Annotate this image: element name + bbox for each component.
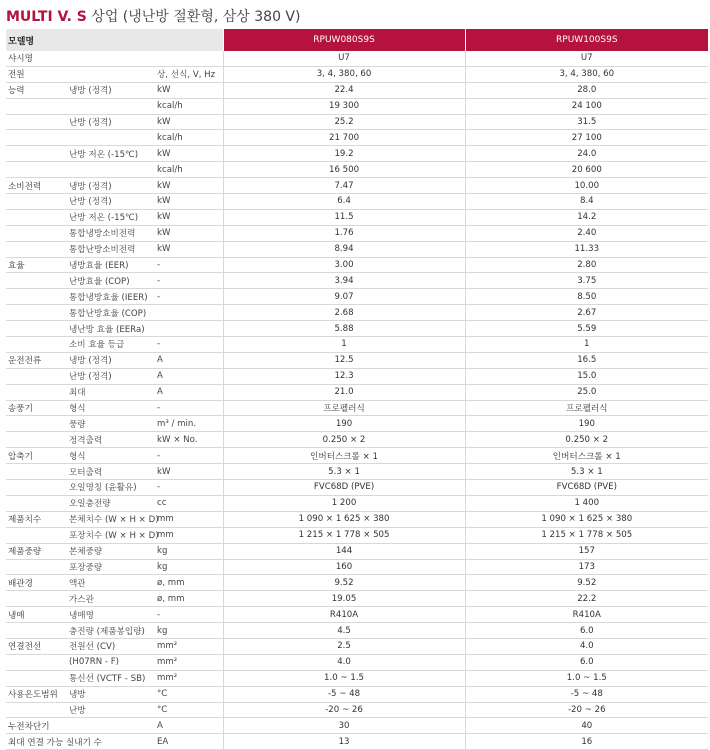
row-value-model-1: 22.4	[223, 82, 465, 98]
row-value-model-2: 2.67	[465, 305, 708, 321]
row-category	[6, 559, 67, 575]
row-value-model-2: 11.33	[465, 241, 708, 257]
table-row	[6, 638, 708, 654]
table-row	[6, 289, 708, 305]
row-category	[6, 98, 67, 114]
row-value-model-1: FVC68D (PVE)	[223, 480, 465, 496]
table-row	[6, 607, 708, 623]
row-value-model-2: 9.52	[465, 575, 708, 591]
row-unit: kW	[155, 209, 223, 225]
row-unit: -	[155, 337, 223, 353]
row-value-model-1: 5.88	[223, 321, 465, 337]
row-category: 배관경	[6, 575, 67, 591]
table-row	[6, 464, 708, 480]
row-item	[67, 51, 155, 66]
row-value-model-2: 16	[465, 734, 708, 750]
row-value-model-2: 28.0	[465, 82, 708, 98]
row-item: 통합난방효율 (COP)	[67, 305, 155, 321]
row-item: 전원선 (CV)	[67, 638, 155, 654]
row-category	[6, 289, 67, 305]
row-category	[6, 273, 67, 289]
row-item: 통합난방소비전력	[67, 241, 155, 257]
table-row	[6, 654, 708, 670]
row-value-model-1: 9.07	[223, 289, 465, 305]
row-category	[6, 527, 67, 543]
row-category	[6, 654, 67, 670]
row-value-model-1: 3.00	[223, 257, 465, 273]
table-row	[6, 146, 708, 162]
row-value-model-2: 1.0 ~ 1.5	[465, 670, 708, 686]
page-title	[6, 6, 300, 26]
row-unit: EA	[155, 734, 223, 750]
table-row	[6, 368, 708, 384]
table-row	[6, 511, 708, 527]
table-row	[6, 559, 708, 575]
row-category: 송풍기	[6, 400, 67, 416]
row-value-model-1: 7.47	[223, 178, 465, 194]
row-category: 전원	[6, 66, 67, 82]
row-item: (H07RN - F)	[67, 654, 155, 670]
table-row	[6, 273, 708, 289]
row-unit: kg	[155, 623, 223, 639]
row-value-model-1: -20 ~ 26	[223, 702, 465, 718]
row-item: 최대	[67, 384, 155, 400]
row-value-model-2: 6.0	[465, 623, 708, 639]
table-row	[6, 178, 708, 194]
row-category	[6, 194, 67, 210]
row-unit: A	[155, 352, 223, 368]
row-item: 오일명칭 (윤활유)	[67, 480, 155, 496]
table-row	[6, 702, 708, 718]
row-value-model-2: FVC68D (PVE)	[465, 480, 708, 496]
table-row	[6, 352, 708, 368]
row-unit: kW	[155, 114, 223, 130]
row-value-model-1: 13	[223, 734, 465, 750]
row-category: 압축기	[6, 448, 67, 464]
row-category	[6, 464, 67, 480]
table-row	[6, 448, 708, 464]
row-unit: -	[155, 448, 223, 464]
row-unit: -	[155, 289, 223, 305]
table-row	[6, 241, 708, 257]
row-item: 본체중량	[67, 543, 155, 559]
row-value-model-2: -20 ~ 26	[465, 702, 708, 718]
model-label-header: 모델명	[6, 29, 223, 51]
row-value-model-1: 3, 4, 380, 60	[223, 66, 465, 82]
row-item: 본체치수 (W × H × D)	[67, 511, 155, 527]
row-value-model-2: 2.40	[465, 225, 708, 241]
row-value-model-1: 1 215 × 1 778 × 505	[223, 527, 465, 543]
row-item: 통신선 (VCTF - SB)	[67, 670, 155, 686]
row-value-model-1: U7	[223, 51, 465, 66]
row-item: 냉방	[67, 686, 155, 702]
row-value-model-2: 1	[465, 337, 708, 353]
row-value-model-1: 프로펠러식	[223, 400, 465, 416]
table-row	[6, 384, 708, 400]
row-value-model-1: 4.5	[223, 623, 465, 639]
row-category	[6, 162, 67, 178]
row-category: 운전전류	[6, 352, 67, 368]
row-value-model-2: 프로펠러식	[465, 400, 708, 416]
row-category	[6, 432, 67, 448]
row-value-model-2: 5.3 × 1	[465, 464, 708, 480]
row-unit: cc	[155, 495, 223, 511]
row-category: 누전차단기	[6, 718, 67, 734]
row-item	[67, 98, 155, 114]
row-value-model-2: 22.2	[465, 591, 708, 607]
row-unit: -	[155, 273, 223, 289]
row-value-model-1: 19 300	[223, 98, 465, 114]
table-row	[6, 225, 708, 241]
row-unit	[155, 305, 223, 321]
row-item	[67, 162, 155, 178]
row-value-model-1: 1.0 ~ 1.5	[223, 670, 465, 686]
row-value-model-2: 2.80	[465, 257, 708, 273]
row-value-model-2: 24.0	[465, 146, 708, 162]
row-category: 제품중량	[6, 543, 67, 559]
row-value-model-1: 3.94	[223, 273, 465, 289]
row-category: 최대 연결 가능 실내기 수	[6, 734, 67, 750]
row-value-model-2: 25.0	[465, 384, 708, 400]
table-row	[6, 305, 708, 321]
row-value-model-1: 2.5	[223, 638, 465, 654]
row-value-model-1: 19.2	[223, 146, 465, 162]
row-unit: kg	[155, 559, 223, 575]
table-row	[6, 480, 708, 496]
row-unit: kW	[155, 146, 223, 162]
model-header-2: RPUW100S9S	[465, 29, 708, 51]
row-unit: mm²	[155, 670, 223, 686]
model-header-1: RPUW080S9S	[223, 29, 465, 51]
row-unit: kW	[155, 241, 223, 257]
row-item: 포장중량	[67, 559, 155, 575]
row-value-model-2: 1 400	[465, 495, 708, 511]
row-value-model-1: 1	[223, 337, 465, 353]
row-value-model-2: 8.4	[465, 194, 708, 210]
row-item: 난방 저온 (-15℃)	[67, 209, 155, 225]
table-row	[6, 98, 708, 114]
row-item: 난방 (정격)	[67, 194, 155, 210]
row-unit: A	[155, 384, 223, 400]
row-category	[6, 416, 67, 432]
row-value-model-2: 10.00	[465, 178, 708, 194]
table-row	[6, 194, 708, 210]
table-row	[6, 400, 708, 416]
row-unit: kcal/h	[155, 130, 223, 146]
table-row	[6, 670, 708, 686]
spec-table	[6, 29, 708, 750]
row-item: 형식	[67, 448, 155, 464]
row-item: 형식	[67, 400, 155, 416]
row-value-model-2: 0.250 × 2	[465, 432, 708, 448]
row-unit: mm²	[155, 654, 223, 670]
table-row	[6, 734, 708, 750]
row-value-model-1: 12.5	[223, 352, 465, 368]
row-value-model-2: R410A	[465, 607, 708, 623]
row-value-model-1: 1.76	[223, 225, 465, 241]
row-item: 난방 저온 (-15℃)	[67, 146, 155, 162]
row-item	[67, 130, 155, 146]
row-item: 난방 (정격)	[67, 368, 155, 384]
row-value-model-1: 11.5	[223, 209, 465, 225]
row-value-model-2: 24 100	[465, 98, 708, 114]
row-category: 샤시명	[6, 51, 67, 66]
table-row	[6, 162, 708, 178]
table-row	[6, 257, 708, 273]
row-value-model-1: 25.2	[223, 114, 465, 130]
row-value-model-1: 6.4	[223, 194, 465, 210]
row-unit: kW × No.	[155, 432, 223, 448]
table-row	[6, 591, 708, 607]
row-value-model-1: 160	[223, 559, 465, 575]
row-category	[6, 384, 67, 400]
table-row	[6, 718, 708, 734]
row-value-model-1: 5.3 × 1	[223, 464, 465, 480]
row-item: 난방효율 (COP)	[67, 273, 155, 289]
row-value-model-1: 30	[223, 718, 465, 734]
row-category: 소비전력	[6, 178, 67, 194]
table-row	[6, 527, 708, 543]
row-value-model-1: 144	[223, 543, 465, 559]
row-item: 냉난방 효율 (EERa)	[67, 321, 155, 337]
row-unit: °C	[155, 686, 223, 702]
row-unit: A	[155, 368, 223, 384]
row-value-model-1: 0.250 × 2	[223, 432, 465, 448]
row-item: 난방	[67, 702, 155, 718]
row-item: 통합냉방효율 (IEER)	[67, 289, 155, 305]
row-value-model-2: 4.0	[465, 638, 708, 654]
row-item: 풍량	[67, 416, 155, 432]
row-unit: ø, mm	[155, 591, 223, 607]
row-value-model-1: 16 500	[223, 162, 465, 178]
row-value-model-1: 21.0	[223, 384, 465, 400]
row-value-model-2: 157	[465, 543, 708, 559]
row-unit: kcal/h	[155, 162, 223, 178]
row-unit: -	[155, 480, 223, 496]
row-category	[6, 702, 67, 718]
table-row	[6, 416, 708, 432]
row-value-model-2: 14.2	[465, 209, 708, 225]
row-unit: m³ / min.	[155, 416, 223, 432]
row-value-model-2: 40	[465, 718, 708, 734]
row-category	[6, 670, 67, 686]
row-value-model-2: 190	[465, 416, 708, 432]
row-category: 제품치수	[6, 511, 67, 527]
row-value-model-1: 4.0	[223, 654, 465, 670]
row-category	[6, 368, 67, 384]
row-category	[6, 305, 67, 321]
row-unit: mm²	[155, 638, 223, 654]
table-row	[6, 82, 708, 98]
brand-name: MULTI V. S	[6, 9, 87, 25]
table-row	[6, 321, 708, 337]
row-unit: kW	[155, 178, 223, 194]
row-unit	[155, 321, 223, 337]
row-unit: °C	[155, 702, 223, 718]
row-unit: kg	[155, 543, 223, 559]
row-category: 효율	[6, 257, 67, 273]
row-value-model-1: 1 200	[223, 495, 465, 511]
row-unit: kW	[155, 464, 223, 480]
row-item: 냉방 (정격)	[67, 352, 155, 368]
row-value-model-2: 16.5	[465, 352, 708, 368]
row-value-model-2: 인버터스크롤 × 1	[465, 448, 708, 464]
row-unit: -	[155, 400, 223, 416]
row-category	[6, 146, 67, 162]
row-unit	[155, 51, 223, 66]
row-item: 모터출력	[67, 464, 155, 480]
row-value-model-1: 19.05	[223, 591, 465, 607]
row-unit: ø, mm	[155, 575, 223, 591]
row-value-model-1: R410A	[223, 607, 465, 623]
table-row	[6, 543, 708, 559]
row-category	[6, 480, 67, 496]
row-item: 냉방 (정격)	[67, 178, 155, 194]
row-unit: mm	[155, 527, 223, 543]
row-item: 냉매명	[67, 607, 155, 623]
row-item: 냉방효율 (EER)	[67, 257, 155, 273]
row-value-model-2: 31.5	[465, 114, 708, 130]
row-category	[6, 495, 67, 511]
table-row	[6, 66, 708, 82]
row-item: 정격출력	[67, 432, 155, 448]
table-row	[6, 51, 708, 66]
row-category: 능력	[6, 82, 67, 98]
row-item: 오일충전량	[67, 495, 155, 511]
row-unit: kW	[155, 194, 223, 210]
row-item	[67, 66, 155, 82]
table-row	[6, 686, 708, 702]
row-category	[6, 130, 67, 146]
table-row	[6, 209, 708, 225]
row-category	[6, 114, 67, 130]
row-category	[6, 337, 67, 353]
row-value-model-2: 1 215 × 1 778 × 505	[465, 527, 708, 543]
row-item: 소비 효율 등급	[67, 337, 155, 353]
row-category	[6, 225, 67, 241]
page-subtitle: 상업 (냉난방 절환형, 삼상 380 V)	[91, 9, 301, 25]
row-category	[6, 241, 67, 257]
row-unit: kW	[155, 82, 223, 98]
row-item	[67, 718, 155, 734]
row-item: 통합냉방소비전력	[67, 225, 155, 241]
table-row	[6, 432, 708, 448]
row-value-model-2: U7	[465, 51, 708, 66]
row-item: 충진량 (제품봉입량)	[67, 623, 155, 639]
row-unit: A	[155, 718, 223, 734]
row-item: 액관	[67, 575, 155, 591]
row-value-model-1: 인버터스크롤 × 1	[223, 448, 465, 464]
row-category: 냉매	[6, 607, 67, 623]
row-item: 가스관	[67, 591, 155, 607]
row-item: 포장치수 (W × H × D)	[67, 527, 155, 543]
row-value-model-2: 5.59	[465, 321, 708, 337]
row-value-model-2: 6.0	[465, 654, 708, 670]
row-value-model-1: 21 700	[223, 130, 465, 146]
row-unit: 상, 선식, V, Hz	[155, 66, 223, 82]
row-category	[6, 623, 67, 639]
table-row	[6, 575, 708, 591]
row-value-model-2: 1 090 × 1 625 × 380	[465, 511, 708, 527]
row-value-model-2: 8.50	[465, 289, 708, 305]
row-category	[6, 321, 67, 337]
row-value-model-1: 2.68	[223, 305, 465, 321]
row-unit: kcal/h	[155, 98, 223, 114]
row-value-model-2: 20 600	[465, 162, 708, 178]
row-unit: mm	[155, 511, 223, 527]
row-value-model-1: 8.94	[223, 241, 465, 257]
row-unit: kW	[155, 225, 223, 241]
row-value-model-1: 12.3	[223, 368, 465, 384]
row-value-model-1: 190	[223, 416, 465, 432]
row-value-model-1: 9.52	[223, 575, 465, 591]
table-row	[6, 337, 708, 353]
row-value-model-2: 3.75	[465, 273, 708, 289]
table-header-row	[6, 29, 708, 51]
table-row	[6, 130, 708, 146]
row-unit: -	[155, 607, 223, 623]
row-category	[6, 591, 67, 607]
spec-body	[6, 51, 708, 750]
row-item: 냉방 (정격)	[67, 82, 155, 98]
row-unit: -	[155, 257, 223, 273]
row-category: 사용온도범위	[6, 686, 67, 702]
row-value-model-2: 3, 4, 380, 60	[465, 66, 708, 82]
row-value-model-2: -5 ~ 48	[465, 686, 708, 702]
row-value-model-2: 15.0	[465, 368, 708, 384]
row-value-model-2: 173	[465, 559, 708, 575]
table-row	[6, 495, 708, 511]
table-row	[6, 623, 708, 639]
row-item: 난방 (정격)	[67, 114, 155, 130]
row-value-model-2: 27 100	[465, 130, 708, 146]
row-category: 연결전선	[6, 638, 67, 654]
table-row	[6, 114, 708, 130]
row-value-model-1: -5 ~ 48	[223, 686, 465, 702]
row-category	[6, 209, 67, 225]
row-value-model-1: 1 090 × 1 625 × 380	[223, 511, 465, 527]
